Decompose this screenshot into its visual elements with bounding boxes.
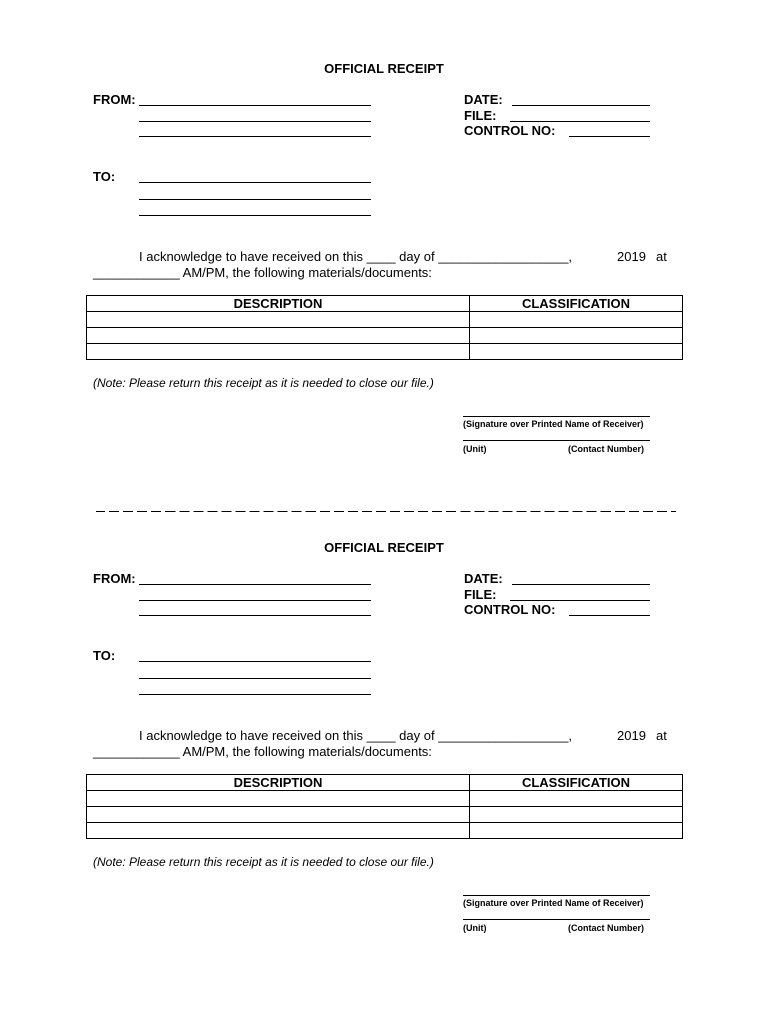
control-no-label: CONTROL NO: [464, 602, 556, 617]
unit-caption: (Unit) [463, 923, 487, 933]
date-line[interactable] [512, 105, 650, 106]
from-label: FROM: [93, 92, 136, 107]
description-header: DESCRIPTION [87, 296, 470, 312]
file-line[interactable] [510, 600, 650, 601]
signature-line[interactable] [463, 416, 650, 417]
from-line-1[interactable] [139, 105, 371, 106]
table-header-row [87, 296, 683, 312]
acknowledgement-text: I acknowledge to have received on this ____ day of __________________, [139, 249, 572, 264]
file-line[interactable] [510, 121, 650, 122]
classification-cell[interactable] [470, 807, 683, 823]
to-label: TO: [93, 169, 116, 184]
control-no-line[interactable] [569, 615, 650, 616]
signature-line[interactable] [463, 895, 650, 896]
official-receipt [0, 0, 768, 470]
file-label: FILE: [464, 108, 497, 123]
acknowledgement-text-line2: ____________ AM/PM, the following materials/documents: [93, 744, 432, 759]
to-line-1[interactable] [139, 182, 371, 183]
acknowledgement-at: at [656, 249, 667, 264]
table-row [87, 807, 683, 823]
classification-cell[interactable] [470, 328, 683, 344]
table-row [87, 823, 683, 839]
description-cell[interactable] [87, 312, 470, 328]
unit-caption: (Unit) [463, 444, 487, 454]
contact-number-caption: (Contact Number) [568, 444, 644, 454]
signature-caption: (Signature over Printed Name of Receiver) [463, 419, 644, 429]
control-no-line[interactable] [569, 136, 650, 137]
to-label: TO: [93, 648, 116, 663]
to-line-3[interactable] [139, 694, 371, 695]
materials-table [86, 774, 683, 839]
classification-cell[interactable] [470, 312, 683, 328]
acknowledgement-year: 2019 [617, 249, 646, 264]
description-cell[interactable] [87, 807, 470, 823]
to-line-3[interactable] [139, 215, 371, 216]
classification-header: CLASSIFICATION [470, 775, 683, 791]
unit-contact-line[interactable] [463, 919, 650, 920]
from-line-3[interactable] [139, 615, 371, 616]
to-line-2[interactable] [139, 678, 371, 679]
date-line[interactable] [512, 584, 650, 585]
description-cell[interactable] [87, 823, 470, 839]
classification-cell[interactable] [470, 823, 683, 839]
from-line-2[interactable] [139, 600, 371, 601]
classification-cell[interactable] [470, 344, 683, 360]
acknowledgement-text: I acknowledge to have received on this ____ day of __________________, [139, 728, 572, 743]
table-header-row [87, 775, 683, 791]
date-label: DATE: [464, 92, 503, 107]
receipt-title: OFFICIAL RECEIPT [324, 540, 444, 555]
description-cell[interactable] [87, 344, 470, 360]
table-row [87, 328, 683, 344]
to-line-2[interactable] [139, 199, 371, 200]
table-row [87, 791, 683, 807]
contact-number-caption: (Contact Number) [568, 923, 644, 933]
from-label: FROM: [93, 571, 136, 586]
table-row [87, 344, 683, 360]
table-row [87, 312, 683, 328]
description-header: DESCRIPTION [87, 775, 470, 791]
return-note: (Note: Please return this receipt as it is needed to close our file.) [93, 855, 434, 869]
control-no-label: CONTROL NO: [464, 123, 556, 138]
acknowledgement-year: 2019 [617, 728, 646, 743]
classification-cell[interactable] [470, 791, 683, 807]
acknowledgement-at: at [656, 728, 667, 743]
from-line-2[interactable] [139, 121, 371, 122]
receipt-title: OFFICIAL RECEIPT [324, 61, 444, 76]
description-cell[interactable] [87, 791, 470, 807]
unit-contact-line[interactable] [463, 440, 650, 441]
file-label: FILE: [464, 587, 497, 602]
from-line-1[interactable] [139, 584, 371, 585]
to-line-1[interactable] [139, 661, 371, 662]
classification-header: CLASSIFICATION [470, 296, 683, 312]
official-receipt [0, 479, 768, 949]
from-line-3[interactable] [139, 136, 371, 137]
materials-table [86, 295, 683, 360]
description-cell[interactable] [87, 328, 470, 344]
signature-caption: (Signature over Printed Name of Receiver) [463, 898, 644, 908]
return-note: (Note: Please return this receipt as it is needed to close our file.) [93, 376, 434, 390]
date-label: DATE: [464, 571, 503, 586]
acknowledgement-text-line2: ____________ AM/PM, the following materials/documents: [93, 265, 432, 280]
